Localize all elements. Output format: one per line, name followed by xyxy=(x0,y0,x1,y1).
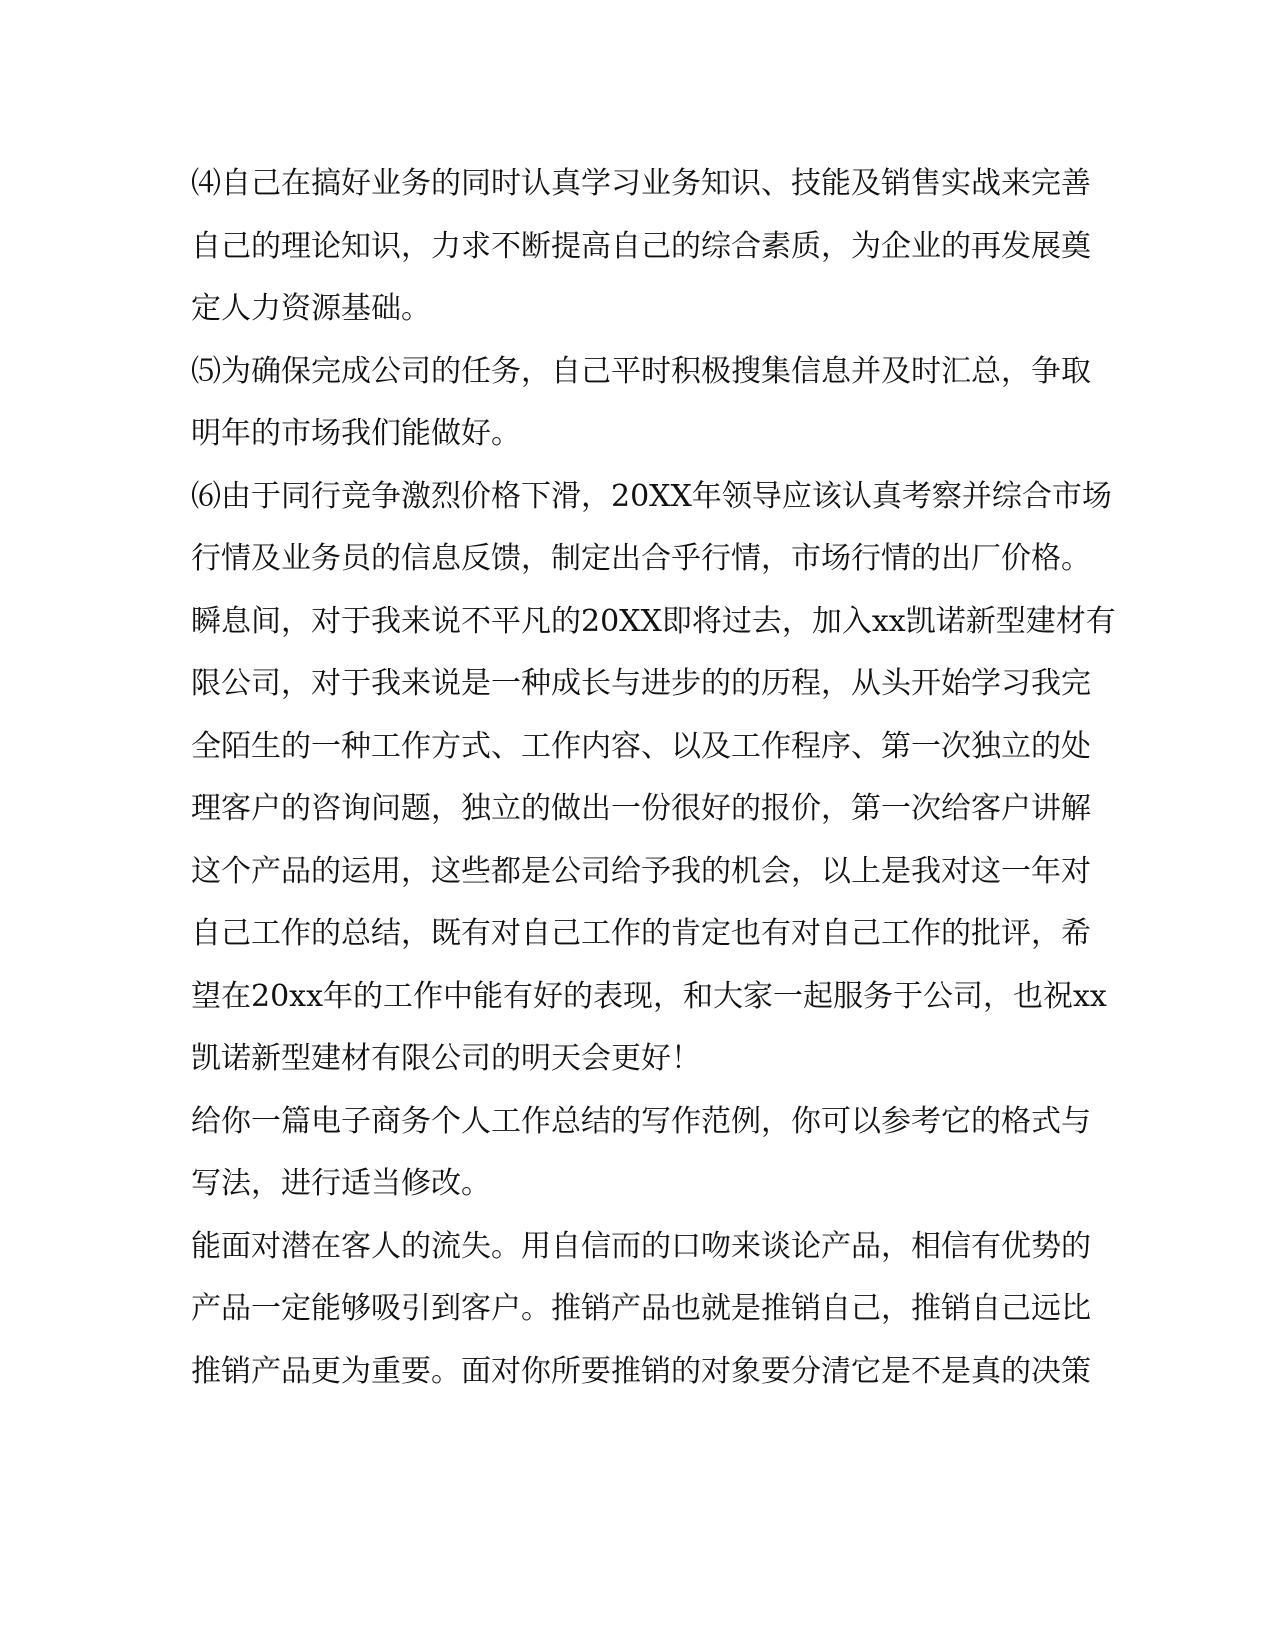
text-line: 凯诺新型建材有限公司的明天会更好！ xyxy=(191,1041,701,1076)
text-line: 这个产品的运用，这些都是公司给予我的机会，以上是我对这一年对 xyxy=(191,853,1091,889)
text-line: 行情及业务员的信息反馈，制定出合乎行情，市场行情的出厂价格。 xyxy=(191,541,1091,576)
text-line: 写法，进行适当修改。 xyxy=(191,1166,491,1201)
text-line: 理客户的咨询问题，独立的做出一份很好的报价，第一次给客户讲解 xyxy=(191,791,1091,826)
text-line: ⑷自己在搞好业务的同时认真学习业务知识、技能及销售实战来完善 xyxy=(191,166,1091,201)
text-line: 推销产品更为重要。面对你所要推销的对象要分清它是不是真的决策 xyxy=(191,1353,1091,1389)
text-line: 明年的市场我们能做好。 xyxy=(191,416,521,451)
text-line: 能面对潜在客人的流失。用自信而的口吻来谈论产品，相信有优势的 xyxy=(191,1228,1091,1264)
document-body xyxy=(191,164,1116,1414)
text-line: 给你一篇电子商务个人工作总结的写作范例，你可以参考它的格式与 xyxy=(191,1103,1091,1139)
text-line: 定人力资源基础。 xyxy=(191,291,431,326)
text-line: ⑸为确保完成公司的任务，自己平时积极搜集信息并及时汇总，争取 xyxy=(191,353,1091,389)
text-line: 自己工作的总结，既有对自己工作的肯定也有对自己工作的批评，希 xyxy=(191,916,1091,951)
text-line: 限公司，对于我来说是一种成长与进步的的历程，从头开始学习我完 xyxy=(191,666,1091,701)
text-line: 产品一定能够吸引到客户。推销产品也就是推销自己，推销自己远比 xyxy=(191,1291,1091,1326)
text-line: 自己的理论知识，力求不断提高自己的综合素质，为企业的再发展奠 xyxy=(191,228,1091,264)
text-line: 瞬息间，对于我来说不平凡的20XX即将过去，加入xx凯诺新型建材有 xyxy=(191,603,1116,639)
text-line: 望在20xx年的工作中能有好的表现，和大家一起服务于公司，也祝xx xyxy=(191,978,1107,1014)
text-line: 全陌生的一种工作方式、工作内容、以及工作程序、第一次独立的处 xyxy=(191,728,1091,764)
text-line: ⑹由于同行竞争激烈价格下滑，20XX年领导应该认真考察并综合市场 xyxy=(191,478,1112,514)
